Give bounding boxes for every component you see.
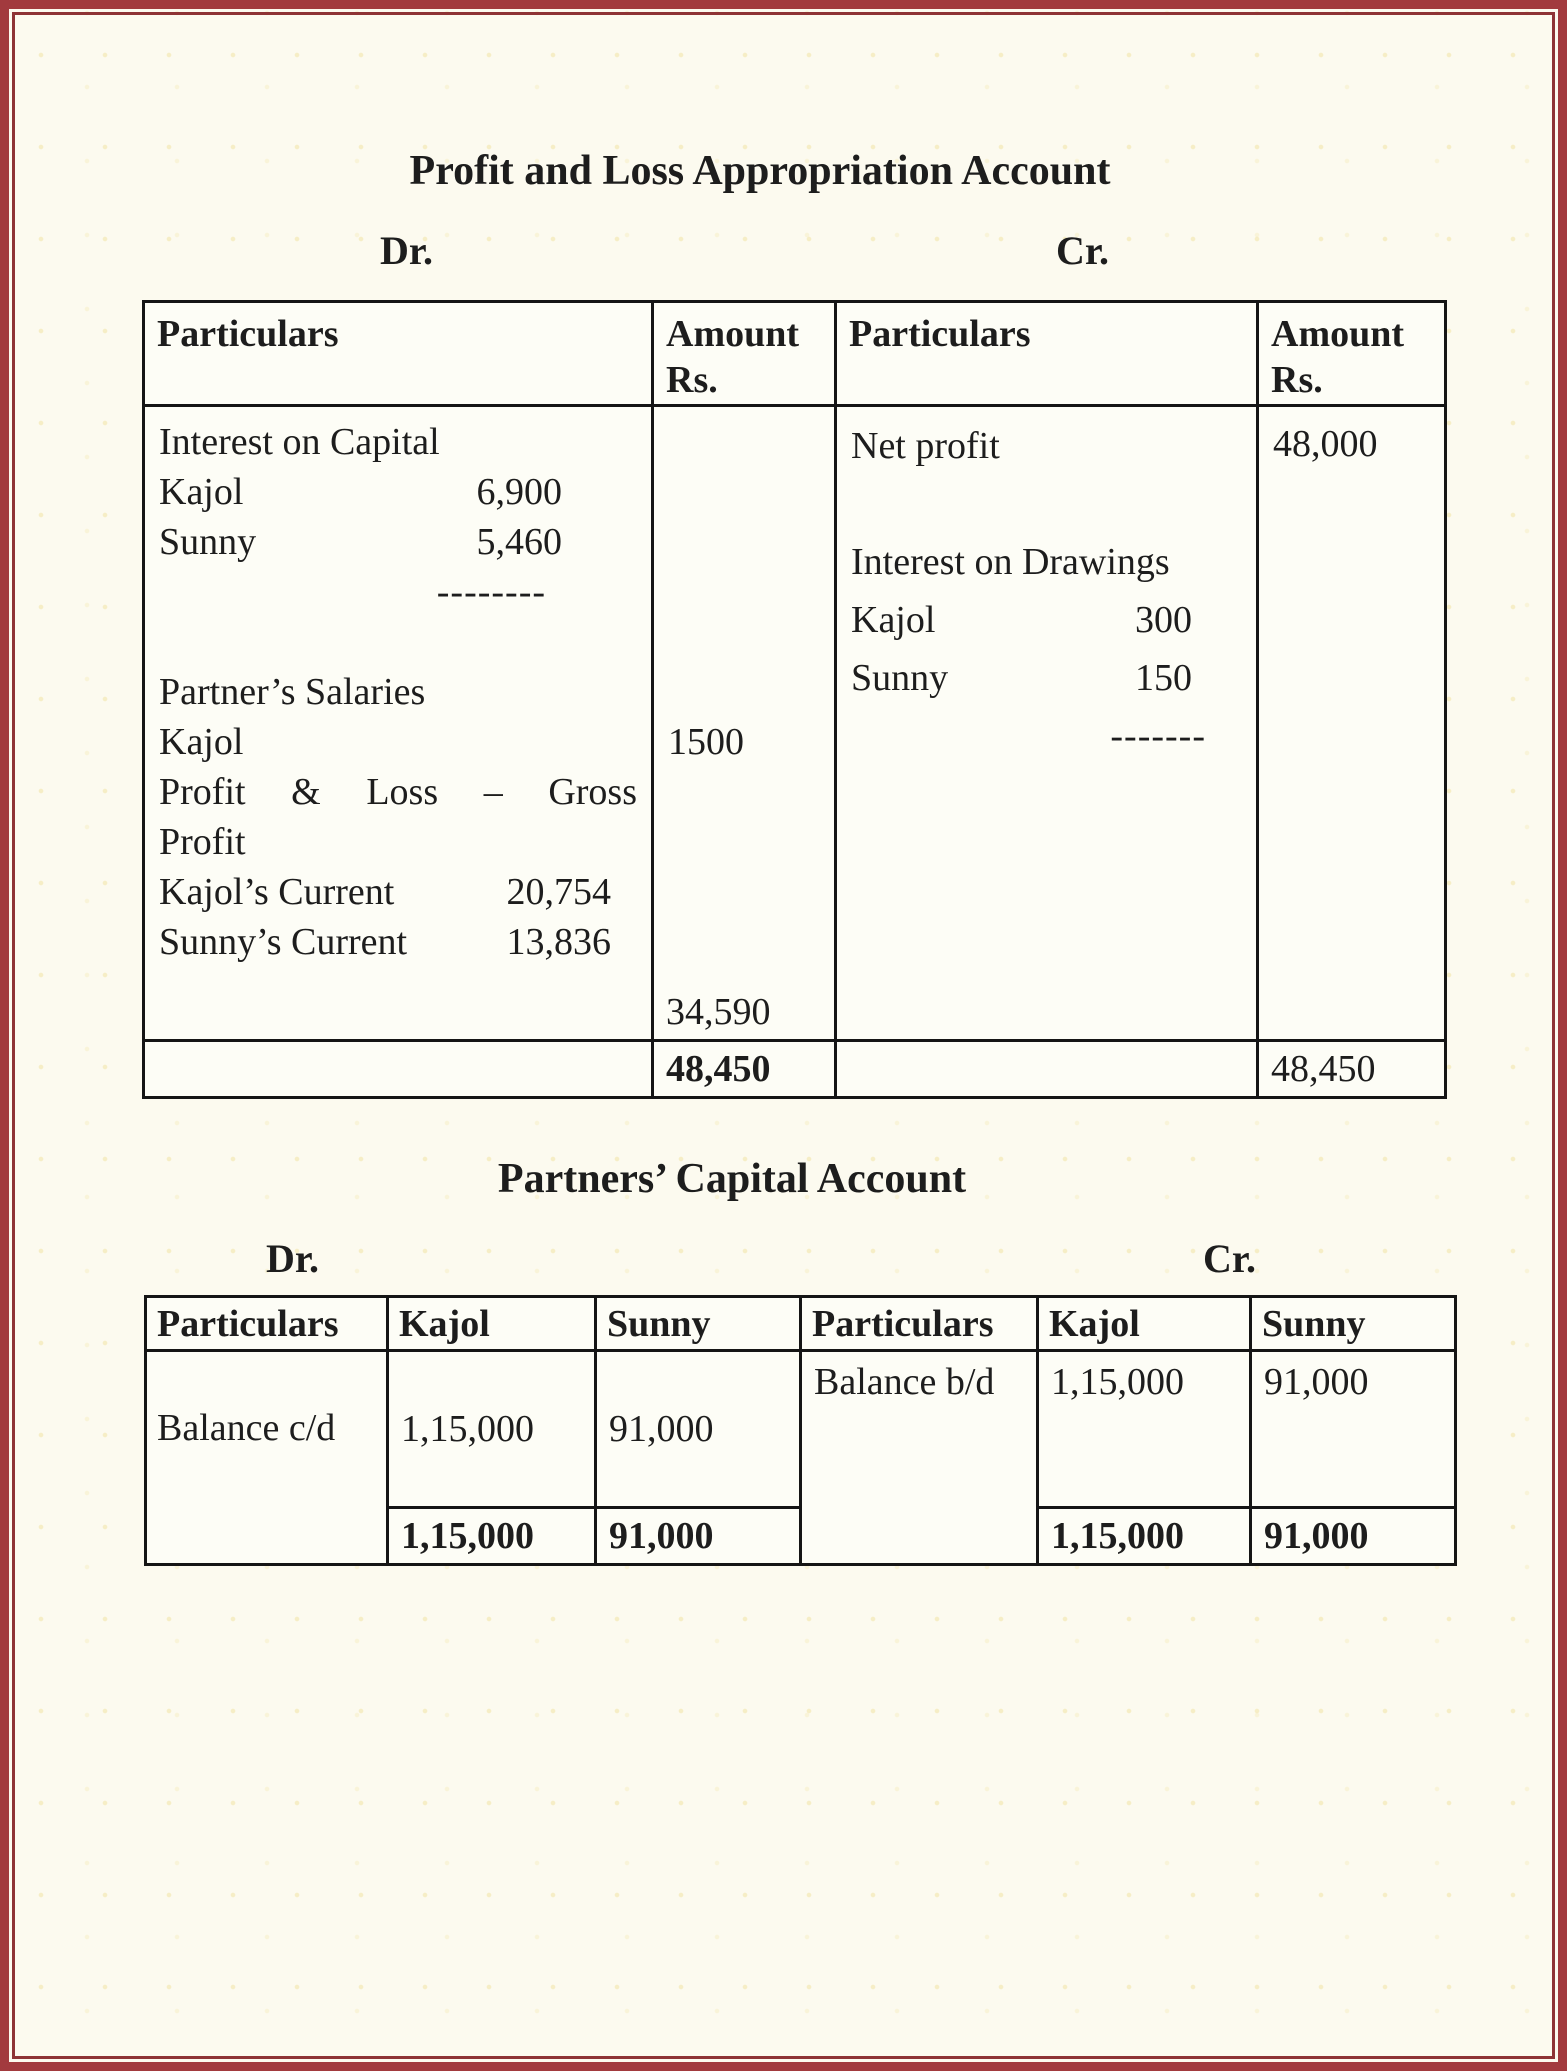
cap-header-cr-kajol: Kajol [1039, 1298, 1252, 1352]
interest-on-capital-heading: Interest on Capital [159, 421, 440, 463]
capital-dr-label: Dr. [266, 1236, 319, 1281]
cap-dr-kajol-value: 1,15,000 [389, 1352, 597, 1509]
cap-cr-kajol-total: 1,15,000 [1039, 1509, 1252, 1563]
salary-kajol-row: Kajol [159, 721, 244, 763]
kajol-current-row: Kajol’s Current 20,754 [159, 871, 611, 913]
pl-header-dr-particulars: Particulars [145, 303, 654, 407]
pl-total-cr-amount: 48,450 [1271, 1048, 1376, 1090]
pl-appropriation-table [142, 300, 1447, 1099]
pl-cr-label: Cr. [1056, 228, 1109, 273]
balance-cd-label: Balance c/d [157, 1406, 336, 1449]
pl-header-cr-particulars: Particulars [837, 303, 1259, 407]
dashed-rule: -------- [436, 571, 546, 613]
pl-gross-line2: Profit [159, 821, 246, 863]
cap-header-dr-kajol: Kajol [389, 1298, 597, 1352]
net-profit-row: Net profit [851, 425, 1000, 467]
blank-line [159, 617, 637, 667]
rs-word: Rs. [1271, 359, 1323, 401]
paper-background [9, 9, 1558, 2062]
cap-header-dr-sunny: Sunny [597, 1298, 802, 1352]
interest-kajol-row: Kajol 6,900 [159, 471, 562, 513]
pl-total-dr-particulars [145, 1042, 654, 1096]
sunny-current-row: Sunny’s Current 13,836 [159, 921, 611, 963]
pl-dr-amount-cell [654, 407, 837, 1042]
pl-cr-particulars-cell [837, 407, 1259, 1042]
cap-cr-sunny-value: 91,000 [1252, 1352, 1454, 1509]
amount-word: Amount [666, 313, 800, 355]
interest-on-drawings-heading: Interest on Drawings [851, 541, 1170, 583]
dashed-rule: ------- [1110, 715, 1206, 757]
cap-cr-particulars-cell [802, 1352, 1039, 1563]
cap-header-cr-particulars: Particulars [802, 1298, 1039, 1352]
drawings-sunny-row: Sunny 150 [851, 657, 1192, 699]
capital-cr-label: Cr. [1203, 1236, 1256, 1281]
cap-dr-sunny-value: 91,000 [597, 1352, 802, 1509]
cap-cr-sunny-total: 91,000 [1264, 1515, 1369, 1557]
interest-sunny-row: Sunny 5,460 [159, 521, 562, 563]
cap-dr-particulars-cell [147, 1352, 389, 1563]
capital-account-title: Partners’ Capital Account [497, 1156, 967, 1202]
pl-total-cr-particulars [837, 1042, 1259, 1096]
cap-header-cr-sunny: Sunny [1252, 1298, 1454, 1352]
pl-header-dr-amount [654, 303, 837, 407]
dr-subtotal: 34,590 [666, 991, 771, 1033]
pl-dr-particulars-cell [145, 407, 654, 1042]
blank-line [851, 475, 1242, 533]
rs-word: Rs. [666, 359, 718, 401]
cap-header-dr-particulars: Particulars [147, 1298, 389, 1352]
capital-account-table [144, 1295, 1457, 1566]
cap-dr-sunny-total: 91,000 [597, 1509, 802, 1563]
pl-header-cr-amount [1259, 303, 1444, 407]
net-profit-amount: 48,000 [1273, 423, 1378, 465]
partners-salaries-heading: Partner’s Salaries [159, 671, 426, 713]
cap-dr-kajol-total: 1,15,000 [389, 1509, 597, 1563]
pl-dr-label: Dr. [380, 228, 433, 273]
pl-account-title: Profit and Loss Appropriation Account [409, 148, 1111, 194]
amount-word: Amount [1271, 313, 1405, 355]
pl-cr-amount-cell [1259, 407, 1444, 1042]
pl-gross-line1: Profit & Loss – Gross [159, 771, 637, 813]
salary-kajol-amount: 1500 [668, 721, 744, 763]
balance-bd-label: Balance b/d [814, 1361, 995, 1403]
pl-total-dr-amount: 48,450 [654, 1042, 837, 1096]
cap-cr-kajol-value: 1,15,000 [1039, 1352, 1252, 1509]
drawings-kajol-row: Kajol 300 [851, 599, 1192, 641]
